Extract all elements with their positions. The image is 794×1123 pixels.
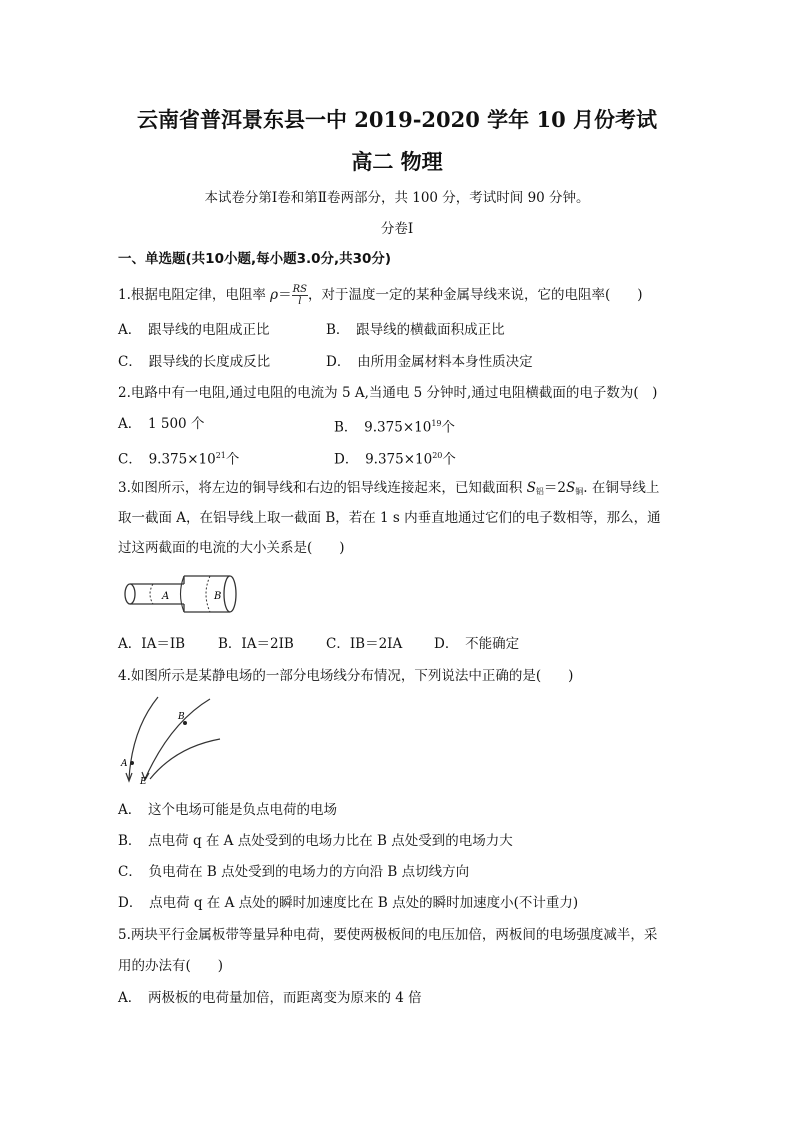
q2-d-text: D． 9.375×10 [334, 451, 433, 468]
question-5-line-1: 5.两块平行金属板带等量异种电荷，要使两极板间的电压加倍，两板间的电场强度减半，采 [118, 927, 658, 943]
exam-note: 本试卷分第Ⅰ卷和第Ⅱ卷两部分，共 100 分，考试时间 90 分钟。 [204, 190, 590, 206]
exam-subtitle: 高二 物理 [351, 149, 443, 174]
aluminum-wire-end [224, 576, 236, 612]
question-5-line-2: 用的办法有( ) [118, 958, 224, 974]
q2-c-exp: 21 [215, 451, 226, 460]
copper-wire-end [125, 584, 135, 604]
q1-option-c: C． 跟导线的长度成反比 [118, 354, 271, 370]
q1-rho: ρ [270, 287, 279, 303]
q2-option-d [334, 447, 456, 469]
q3-option-b: B．IA＝2IB [218, 636, 294, 652]
fig-label-e: E [140, 777, 147, 785]
q2-b-text: B． 9.375×10 [334, 419, 432, 436]
fig-label-a: A [162, 591, 170, 602]
q5-option-a: A． 两极板的电荷量加倍，而距离变为原来的 4 倍 [118, 990, 422, 1006]
q2-b-unit: 个 [441, 419, 455, 436]
question-4-stem: 4.如图所示是某静电场的一部分电场线分布情况，下列说法中正确的是( ) [118, 668, 574, 684]
question-3-line-2: 取一截面 A，在铝导线上取一截面 B，若在 1 s 内垂直地通过它们的电子数相等，那么，通 [118, 510, 661, 526]
q3-option-c: C．IB＝2IA [326, 636, 403, 652]
q2-option-c [118, 447, 239, 469]
section-a-line [150, 584, 153, 604]
fig-label-b: B [214, 591, 222, 602]
q2-b-exp: 19 [431, 419, 442, 428]
copper-wire-outline [130, 584, 184, 604]
question-3-line-1 [118, 479, 659, 501]
q1-eq: ＝ [278, 287, 292, 303]
q3-s1-sub: 铝 [535, 487, 544, 496]
q2-d-exp: 20 [432, 451, 443, 460]
q1-stem-pre: 1.根据电阻定律，电阻率 [118, 287, 271, 303]
q2-c-unit: 个 [225, 451, 240, 468]
q4-field-lines-figure [118, 693, 224, 785]
q2-option-a: A． 1 500 个 [118, 416, 205, 432]
question-3-line-3: 过这两截面的电流的大小关系是( ) [118, 540, 345, 556]
q4-option-d: D． 点电荷 q 在 A 点处的瞬时加速度比在 B 点处的瞬时加速度小(不计重力) [118, 895, 579, 911]
point-a-dot [130, 761, 134, 765]
field-line-3 [150, 739, 220, 779]
q3-l1-mid: ＝2 [543, 480, 567, 496]
q1-frac-den: l [298, 296, 302, 307]
q4-option-c: C． 负电荷在 B 点处受到的电场力的方向沿 B 点切线方向 [118, 864, 470, 880]
q4-option-a: A． 这个电场可能是负点电荷的电场 [118, 802, 337, 818]
q1-fraction [292, 284, 308, 307]
q2-d-unit: 个 [442, 451, 456, 468]
q3-conductor-figure [118, 570, 240, 618]
fig-label-b: B [178, 712, 185, 722]
question-1-stem [118, 284, 643, 307]
q1-option-d: D． 由所用金属材料本身性质决定 [326, 354, 533, 370]
section-b-line [206, 576, 210, 612]
q3-l1-pre: 3.如图所示，将左边的铜导线和右边的铝导线连接起来，已知截面积 [118, 480, 527, 496]
q1-frac-num: RS [292, 284, 307, 295]
field-line-2 [145, 699, 210, 779]
q1-stem-post: ，对于温度一定的某种金属导线来说，它的电阻率( ) [308, 287, 643, 303]
aluminum-wire-outline [184, 576, 230, 612]
part-label: 分卷Ⅰ [380, 221, 414, 237]
q3-s1: S [526, 480, 536, 496]
q1-option-b: B． 跟导线的横截面积成正比 [326, 322, 505, 338]
q3-l1-post: . 在铜导线上 [583, 480, 660, 496]
q4-option-b: B． 点电荷 q 在 A 点处受到的电场力比在 B 点处受到的电场力大 [118, 833, 513, 849]
q1-option-a: A． 跟导线的电阻成正比 [118, 322, 270, 338]
section-heading: 一、单选题(共10小题,每小题3.0分,共30分) [118, 251, 392, 267]
q2-c-text: C． 9.375×10 [118, 451, 216, 468]
exam-title: 云南省普洱景东县一中 2019-2020 学年 10 月份考试 [136, 107, 658, 132]
field-line-1 [129, 697, 158, 779]
fig-label-a: A [121, 759, 128, 769]
q3-s2: S [566, 480, 576, 496]
q2-option-b [334, 415, 455, 437]
q3-s2-sub: 铜 [575, 487, 584, 496]
question-2-stem: 2.电路中有一电阻,通过电阻的电流为 5 A,当通电 5 分钟时,通过电阻横截面的电子数为( ) [118, 385, 658, 401]
q3-option-a: A．IA＝IB [118, 636, 186, 652]
q3-option-d: D． 不能确定 [434, 636, 520, 652]
